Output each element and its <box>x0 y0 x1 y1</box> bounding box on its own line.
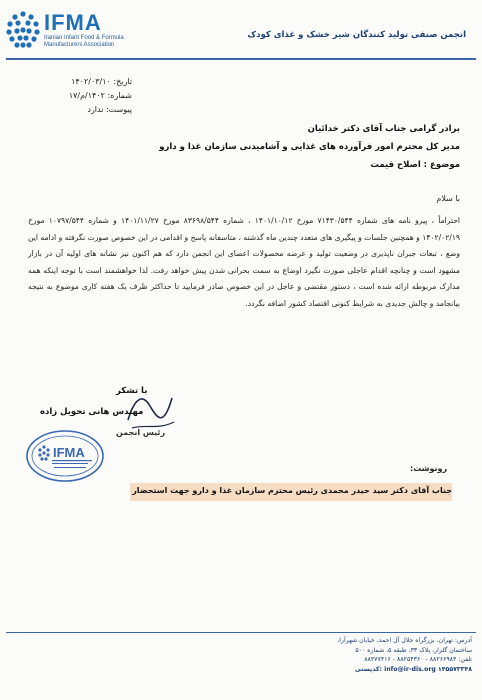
association-title: انجمن صنفی تولید کنندگان شیر خشک و غذای کودک <box>247 30 466 40</box>
signer-name: مهندس هانی تحویل زاده <box>40 407 144 417</box>
ifma-logo <box>6 8 136 54</box>
footer-address-2: ساختمان گلزار، پلاک ۳۳، طبقه ۵، شماره ۵۰۰ <box>355 646 472 654</box>
footer-divider <box>6 632 476 633</box>
header-divider <box>6 58 476 60</box>
letter-meta <box>62 75 132 117</box>
letter-attachment: پیوست: ندارد <box>87 105 132 114</box>
stamp-logo-text: IFMA <box>53 445 85 460</box>
letter-date: تاریخ: ۱۴۰۲/۰۳/۱۰ <box>71 77 132 86</box>
logo-name: IFMA <box>44 10 102 35</box>
dot-globe-icon <box>6 10 40 48</box>
letter-number: شماره: ۱۴۰۲/م/۱۷ <box>68 91 132 100</box>
letter-footer <box>230 636 472 674</box>
logo-subtitle: Iranian Infant Food & Formula Manufacturers Association <box>44 35 124 48</box>
signer-position: رئیس انجمن <box>116 428 166 437</box>
footer-address: آدرس: تهران، بزرگراه جلال آل احمد، خیابان شهرآرا، <box>337 637 472 644</box>
letter-subject: موضوع : اصلاح قیمت <box>370 160 460 170</box>
recipient-title: مدیر کل محترم امور فرآورده های غذایی و آشامیدنی سازمان غذا و دارو <box>159 142 460 152</box>
recipient-name: برادر گرامی جناب آقای دکتر خدائیان <box>307 124 460 134</box>
footer-phone: تلفن: ۸۸۲۶۶۹۸۴ - ۸۸۲۵۴۳۶۰ - ۸۸۲۷۷۴۱۶ <box>364 656 472 664</box>
salutation: با سلام <box>436 194 460 203</box>
ifma-stamp <box>24 428 106 484</box>
cc-recipient: جناب آقای دکتر سید حیدر محمدی رئیس محترم سازمان غذا و دارو جهت استحضار <box>132 486 452 495</box>
footer-email: info@ir-dis.org ۱۴۵۵۷۳۳۴۸ :کدپستی <box>354 665 472 673</box>
letter-body: احتراماً ، پیرو نامه های شماره ۷۱۴۳۰/۵۴۴ مورخ ۱۴۰۱/۱۰/۱۲ ، شماره ۸۳۶۹۸/۵۴۴ مورخ ۱۴۰۱/۱۱/۲۷ و شماره ۱۰۷۹۷/۵۴۴ مورخ ۱۴۰۲/۰۲/۱۹ و همچنین جلسات و پیگیری های متعدد چندین ماه گذشته ، متاسفانه پاسخ و اقدامی در این خصوص صورت نگرفته و ادامه این وضع ، تبعات جبران ناپذیری در وضعیت تولید و عرضه محصولات اعضای این انجمن دارد که هم اکنون نیز نشانه های اولیه آن در بازار مشهود است و چنانچه اقدام عاجلی صورت نگیرد اوضاع به سمت بحرانی شدن پیش خواهد رفت. لذا خواهشمند است با توجه اینکه همه مدارک مربوطه ارائه شده است ، دستور مقتضی و عاجل در این خصوص صادر فرمایید تا حداکثر ظرف یک هفته کاری موضوع به نتیجه بیانجامد و چالش جدیدی به شرایط کنونی اقتصاد کشور اضافه نگردد. <box>28 216 461 308</box>
closing-thanks: با تشکر <box>116 386 148 396</box>
cc-label: رونوشت: <box>410 464 448 473</box>
